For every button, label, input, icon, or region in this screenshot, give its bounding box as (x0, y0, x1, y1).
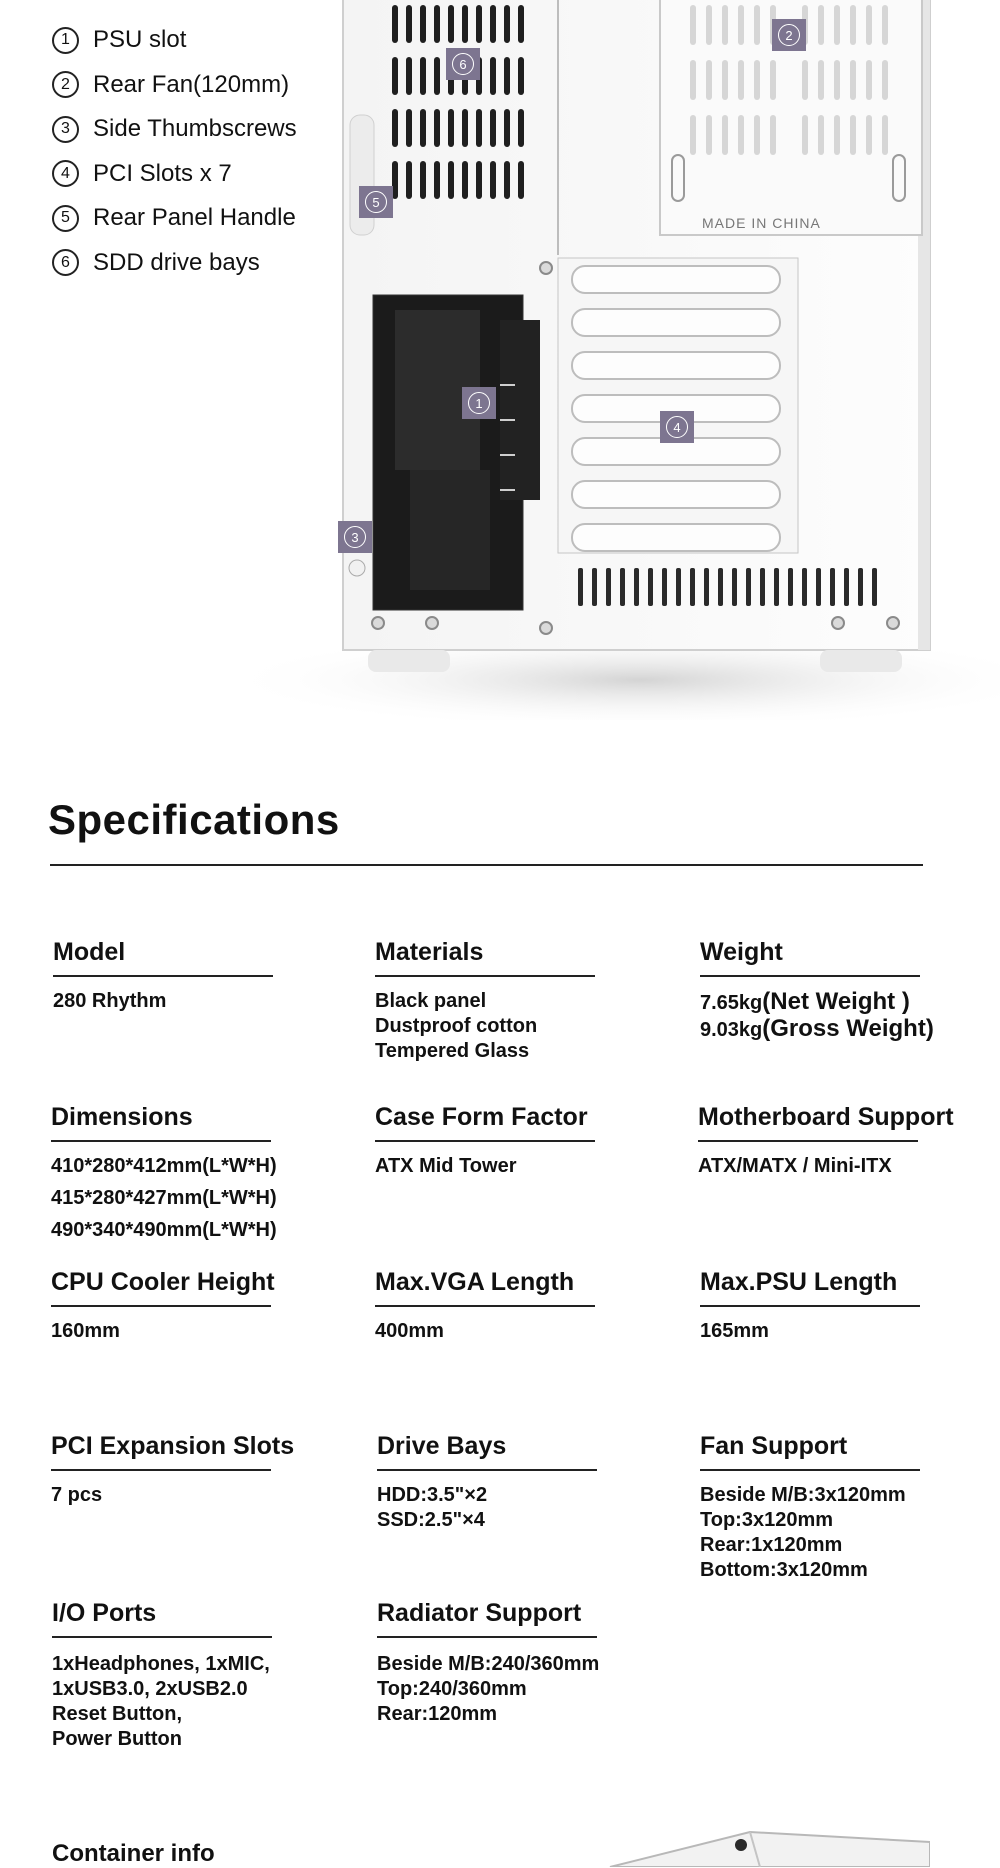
spec-value (700, 1483, 1000, 1583)
spec-line: 410*280*412mm(L*W*H) (51, 1155, 277, 1177)
marker-number: 5 (365, 191, 387, 213)
spec-divider (53, 975, 273, 977)
net-weight (700, 989, 1000, 1016)
marker-side-thumbscrews (338, 521, 372, 553)
spec-line: 1xUSB3.0, 2xUSB2.0 (52, 1678, 248, 1700)
spec-line: Tempered Glass (375, 1040, 530, 1062)
spec-heading: Drive Bays (377, 1432, 507, 1460)
spec-divider (700, 975, 920, 977)
spec-value (377, 1652, 677, 1727)
spec-dimensions (51, 1103, 351, 1246)
spec-line: Beside M/B:240/360mm (377, 1653, 600, 1675)
spec-heading: Max.VGA Length (375, 1268, 575, 1296)
container-info-title: Container info (52, 1840, 215, 1867)
marker-rear-fan (772, 19, 806, 51)
legend-label: PCI Slots x 7 (93, 159, 232, 187)
spec-divider (377, 1469, 597, 1471)
pc-case-rear-illustration (0, 0, 1000, 720)
spec-line: Rear:1x120mm (700, 1534, 843, 1556)
spec-line: 7 pcs (51, 1484, 103, 1506)
spec-line: 1xHeadphones, 1xMIC, (52, 1653, 270, 1675)
spec-motherboard-support (698, 1103, 998, 1179)
spec-line: Dustproof cotton (375, 1015, 538, 1037)
marker-psu-slot (462, 387, 496, 419)
marker-number: 1 (468, 392, 490, 414)
spec-line: 160mm (51, 1320, 120, 1342)
spec-heading: Motherboard Support (698, 1103, 954, 1131)
spec-heading: Case Form Factor (375, 1103, 588, 1131)
spec-weight (700, 938, 1000, 1043)
spec-line: Rear:120mm (377, 1703, 498, 1725)
case-box-illustration (600, 1820, 930, 1867)
spec-heading: Fan Support (700, 1432, 848, 1460)
legend-label: Rear Fan(120mm) (93, 70, 290, 98)
spec-line: Top:240/360mm (377, 1678, 527, 1700)
legend-label: Side Thumbscrews (93, 115, 297, 143)
spec-value (52, 1652, 352, 1752)
spec-line: HDD:3.5"×2 (377, 1484, 488, 1506)
spec-divider (700, 1469, 920, 1471)
spec-line: Power Button (52, 1728, 182, 1750)
spec-heading: Materials (375, 938, 484, 966)
spec-line: 490*340*490mm(L*W*H) (51, 1219, 277, 1241)
spec-cpu-cooler-height (51, 1268, 351, 1344)
legend-label: Rear Panel Handle (93, 204, 296, 232)
spec-max-vga-length (375, 1268, 675, 1344)
spec-io-ports (52, 1599, 352, 1752)
made-in-china-stamp: MADE IN CHINA (702, 215, 821, 231)
spec-divider (698, 1140, 918, 1142)
spec-heading: Model (53, 938, 126, 966)
spec-value (375, 1319, 675, 1344)
spec-line: Black panel (375, 990, 487, 1012)
number-circle-icon: 5 (52, 205, 79, 232)
marker-rear-panel-handle (359, 186, 393, 218)
spec-divider (52, 1636, 272, 1638)
marker-number: 4 (666, 416, 688, 438)
spec-value (698, 1154, 998, 1179)
spec-value (700, 989, 1000, 1043)
spec-line: 400mm (375, 1320, 444, 1342)
spec-line: ATX/MATX / Mini-ITX (698, 1155, 892, 1177)
spec-max-psu-length (700, 1268, 1000, 1344)
spec-heading: Radiator Support (377, 1599, 582, 1627)
spec-value (51, 1319, 351, 1344)
number-circle-icon: 4 (52, 160, 79, 187)
spec-pci-expansion-slots (51, 1432, 351, 1508)
net-weight-label: (Net Weight ) (762, 988, 910, 1015)
net-weight-value: 7.65kg (700, 992, 763, 1014)
spec-divider (51, 1140, 271, 1142)
spec-heading: Weight (700, 938, 783, 966)
spec-line: Top:3x120mm (700, 1509, 834, 1531)
spec-line: Bottom:3x120mm (700, 1559, 868, 1581)
spec-case-form-factor (375, 1103, 675, 1179)
spec-line: Reset Button, (52, 1703, 182, 1725)
number-circle-icon: 1 (52, 27, 79, 54)
spec-heading: Max.PSU Length (700, 1268, 898, 1296)
spec-divider (51, 1469, 271, 1471)
spec-model (53, 938, 353, 1014)
marker-pci-slots (660, 411, 694, 443)
spec-line: Beside M/B:3x120mm (700, 1484, 906, 1506)
spec-heading: CPU Cooler Height (51, 1268, 275, 1296)
legend-label: PSU slot (93, 26, 187, 54)
spec-value (51, 1483, 351, 1508)
spec-value (375, 989, 675, 1064)
spec-line: 165mm (700, 1320, 769, 1342)
spec-divider (375, 1140, 595, 1142)
spec-fan-support (700, 1432, 1000, 1583)
spec-drive-bays (377, 1432, 677, 1533)
spec-line: 415*280*427mm(L*W*H) (51, 1187, 277, 1209)
spec-value (700, 1319, 1000, 1344)
marker-number: 6 (452, 53, 474, 75)
spec-line: 280 Rhythm (53, 990, 167, 1012)
spec-divider (375, 975, 595, 977)
gross-weight-value: 9.03kg (700, 1019, 763, 1041)
legend-label: SDD drive bays (93, 248, 260, 276)
marker-number: 2 (778, 24, 800, 46)
spec-value (53, 989, 353, 1014)
specifications-title: Specifications (48, 796, 340, 843)
number-circle-icon: 6 (52, 249, 79, 276)
spec-heading: I/O Ports (52, 1599, 157, 1627)
marker-number: 3 (344, 526, 366, 548)
spec-line: SSD:2.5"×4 (377, 1509, 485, 1531)
spec-materials (375, 938, 675, 1064)
gross-weight-label: (Gross Weight) (762, 1015, 934, 1042)
spec-line: ATX Mid Tower (375, 1155, 517, 1177)
marker-sdd-drive-bays (446, 48, 480, 80)
gross-weight (700, 1016, 1000, 1043)
title-divider (50, 864, 923, 866)
spec-value (375, 1154, 675, 1179)
spec-heading: PCI Expansion Slots (51, 1432, 295, 1460)
spec-divider (375, 1305, 595, 1307)
spec-divider (700, 1305, 920, 1307)
spec-divider (51, 1305, 271, 1307)
spec-value (377, 1483, 677, 1533)
spec-divider (377, 1636, 597, 1638)
spec-radiator-support (377, 1599, 677, 1727)
spec-heading: Dimensions (51, 1103, 193, 1131)
spec-value (51, 1150, 351, 1246)
number-circle-icon: 2 (52, 71, 79, 98)
number-circle-icon: 3 (52, 116, 79, 143)
